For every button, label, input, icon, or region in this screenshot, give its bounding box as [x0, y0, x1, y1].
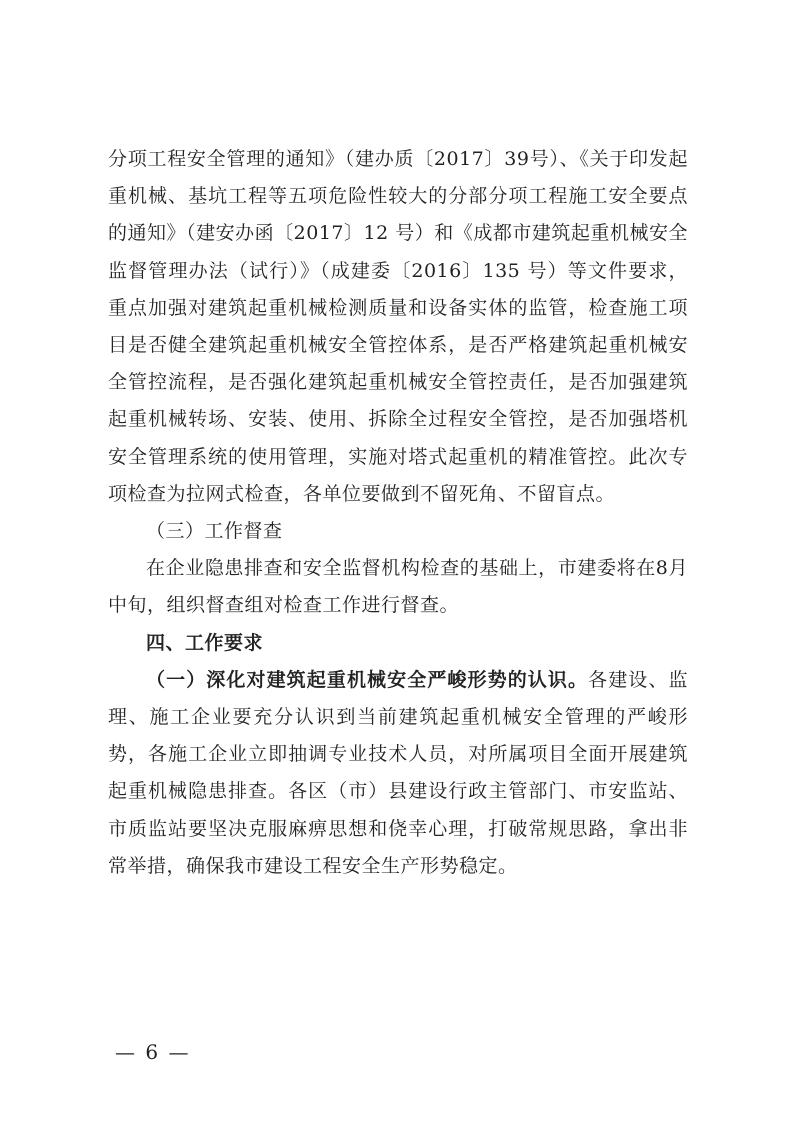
paragraph-supervision: 在企业隐患排查和安全监督机构检查的基础上，市建委将在8月中旬，组织督查组对检查工作进行督查。: [108, 557, 688, 617]
paragraph-continuation: 分项工程安全管理的通知》（建办质〔2017〕39号）、《关于印发起重机械、基坑工程等五项危险性较大的分部分项工程施工安全要点的通知》（建安办函〔2017〕12 号）和《成都市建筑起重机械安全监督管理办法（试行）》（成建委〔2016〕135 号）等文件要求，重点加强对建筑起重机械检测质量和设备实体的监管，检查施工项目是否健全建筑起重机械安全管控体系，是否严格建筑起重机械安全管控流程，是否强化建筑起重机械安全管控责任，是否加强建筑起重机械转场、安装、使用、拆除全过程安全管控，是否加强塔机安全管理系统的使用管理，实施对塔式起重机的精准管控。此次专项检查为拉网式检查，各单位要做到不留死角、不留盲点。: [108, 148, 688, 505]
requirement-1-body: 各建设、监理、施工企业要充分认识到当前建筑起重机械安全管理的严峻形势，各施工企业立即抽调专业技术人员，对所属项目全面开展建筑起重机械隐患排查。各区（市）县建设行政主管部门、市安监站、市质监站要坚决克服麻痹思想和侥幸心理，打破常规思路，拿出非常举措，确保我市建设工程安全生产形势稳定。: [108, 668, 688, 877]
page-number: — 6 —: [115, 1040, 191, 1064]
body-text: [108, 141, 688, 885]
section-heading-work-requirements: 四、工作要求: [146, 631, 264, 654]
section-heading-work-supervision: （三）工作督查: [146, 520, 283, 543]
requirement-1-lead: （一）深化对建筑起重机械安全严峻形势的认识。: [146, 668, 589, 691]
paragraph-requirement-1: [108, 662, 688, 885]
